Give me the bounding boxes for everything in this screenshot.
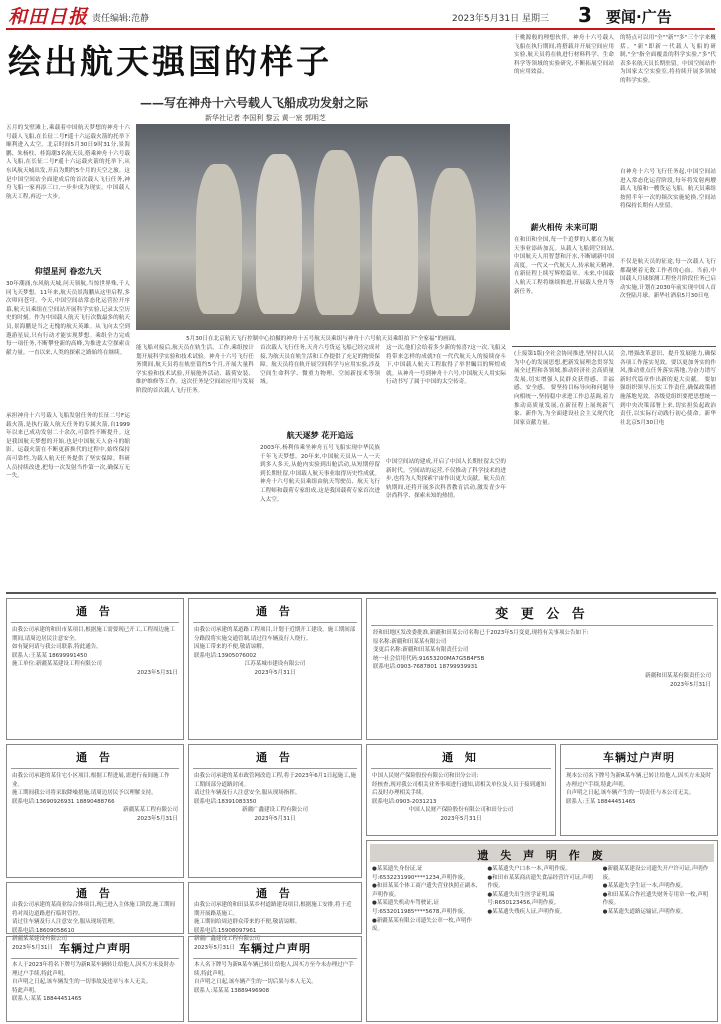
- photo-caption: 5月30日在北京航天飞行控制中心拍摄的神舟十五号航天员乘组与神舟十六号航天员乘组拍下“全家福”的画面。: [186, 336, 460, 342]
- notice-title: 车辆过户声明: [59, 942, 131, 955]
- notice-vehicle1: [560, 744, 718, 836]
- article-col6b: 自神舟十六号飞行任务起,中国空间站进入常态化运营阶段,每年将发射两艘载人飞船和一艘货运飞船。航天员乘组按照半年一次的频次实施轮换,空间站将保持长期有人驻留。: [620, 169, 716, 210]
- article-col1c: 承担神舟十六号载人飞船发射任务的长征二号F运载火箭,是执行载人航天任务的专属火箭,自1999年以来已成功发射二十余次,可靠性不断提升。这是我国航天梦想的开始,也是中国航天人奋斗的缩影。运载火箭在不断更新换代的过程中,始终保持高可靠性,为载人航天任务提供了坚实保障。科研人员持续改进,把每一次发射当作第一次,确保万无一失。: [6, 413, 130, 480]
- article-col5: 于桃源般的理想伙伴。神舟十六号载人飞船在执行期间,将搭载并开展空间应用实验,航天员将在轨进行材料科学、生命科学等领域的实验研究,不断拓展空间站的应用效益。: [514, 35, 614, 76]
- notice-top2: [188, 598, 362, 740]
- notice-body: 由我公司承建的某住宅小区项目,根据工程进展,需进行夜间施工作业。 施工期间我公司将采取降噪措施,请周边居民予以理解支持。 联系电话:13690926931 18890488766 新疆某某工程有限公司 2023年5月31日: [12, 773, 178, 822]
- article-headline: 绘出航天强国的样子: [8, 42, 332, 81]
- article-col4: 这一次,他们会给着多少新的惊喜?这一次,飞船又将带来怎样的成就?在一代代航天人的接续奋斗下,中国载人航天工程取得了举世瞩目的辉煌成就。从神舟一号到神舟十六号,中国航天人用实际行动书写了属于中国的太空传奇。: [386, 345, 506, 386]
- article-col2: 能飞船对接后,航天员在轨生活、工作,乘组按计划开展科学实验和技术试验。神舟十六号飞行任务期间,航天员将在轨驻留约5个月,开展大量科学实验和技术试验,开展舱外活动、载荷安装、维护维修等工作。这次任务是空间站应用与发展阶段的首次载人飞行任务。: [136, 345, 254, 394]
- article-divider: [512, 346, 716, 347]
- notice-title: 通 告: [256, 605, 294, 618]
- notice-body: 由我公司承建的和田县某乡村道路建设项目,根据施工安排,将于近期开展路基施工。 施工期间给周边群众带来的不便,敬请谅解。 联系电话:15908097961 新疆广鑫建设工程有限公司 2023年5月31日: [194, 902, 352, 951]
- notice-body: 由我公司承建的某市政管网改造工程,将于2023年6月1日起施工,施工期间部分道路封闭。 请过往车辆及行人注意安全,服从现场指挥。 联系电话:18391083350 新疆广鑫建设工程有限公司 2023年5月31日: [194, 773, 356, 822]
- notice-title: 通 告: [256, 887, 294, 900]
- section-title: 要闻·广告: [606, 8, 672, 26]
- notice-body: 由我公司承建的和田市某项目,根据施工需要现已开工,工程周边施工期间,请周边居民注意安全。 如有疑问请与我公司联系,特此通告。 联系人:王某某 18699991450 施工单位:新疆某某建设工程有限公司 2023年5月31日: [12, 627, 178, 676]
- notice-title: 遗 失 声 明 作 废: [477, 849, 607, 862]
- article-col1: 五月的戈壁滩上,乘载着中国航天梦想的神舟十六号载人飞船,在长征二号F遥十六运载火箭的托举下顺利进入太空。北京时间5月30日9时31分,景海鹏、朱杨柱、桂海潮3名航天员,搭乘神舟十六号载人飞船,在长征二号F遥十六运载火箭的托举下,从东风航天城出发,开启为期约5个月的天空之旅。这是中国空间站全面建成后的首次载人飞行任务,神舟飞船一家再添三口,一步步成为现实。中国载人航天工程,再迈一大步。: [6, 125, 130, 200]
- article-subtitle-1: 仰望星河 眷恋九天: [34, 267, 102, 276]
- notice-title: 通 告: [76, 887, 114, 900]
- article-col7: (上接第1版)全社会协同推进,坚持以人民为中心的发展思想,把新发展理念贯穿发展全过程和各领域,推动经济社会高质量发展,切实增强人民群众获得感、幸福感、安全感。 要坚持目标导向和问题导向相统一,坚持稳中求进工作总基调,着力推动高质量发展,在新征程上展现新气象、新作为,为全面建设社会主义现代化国家贡献力量。: [514, 351, 614, 426]
- lost-list: [367, 865, 717, 1017]
- notice-mid3: [366, 744, 556, 836]
- article-col6: 的特点可以用"全""新""多"三个字来概括。"新"即新一代载人飞船的研制,"全"指全面覆盖的科学实验,"多"代表多名航天员长期驻留。中国空间站作为国家太空实验室,将持续开展多领域的科学实验。: [620, 35, 716, 84]
- notice-mid2: [188, 744, 362, 878]
- article-byline: 新华社记者 李国利 黎云 黄一宸 郭明芝: [205, 114, 326, 122]
- notice-body: 现本公司名下牌号为新R某车辆,已转让给他人,因买方未及时办理过户手续,特此声明。 自声明之日起,该车辆产生的一切责任与本公司无关。 联系人:王某 18844451465: [566, 773, 711, 805]
- astronaut-photo: [136, 124, 510, 330]
- article-col6c: 不仅是航天员的征途,每一次载人飞行都凝聚着无数工作者的心血。当前,中国载人月球探测工程登月阶段任务已启动实施,计划在2030年前实现中国人首次登陆月球。新华社酒泉5月30日电: [620, 259, 716, 300]
- notice-title: 车辆过户声明: [603, 751, 675, 764]
- notice-vehicle3: [188, 936, 362, 1022]
- masthead: [0, 0, 721, 30]
- article-col3: 首次载人飞行任务,天舟六号货运飞船已经完成对接,为航天员在轨生活和工作提供了充足的物资保障。航天员将在轨开展空间科学与应用实验,涉及空间生命科学、微重力物理、空间新技术等领域。: [260, 345, 380, 386]
- article-subhead: ——写在神舟十六号载人飞船成功发射之际: [140, 96, 369, 110]
- notice-title: 车辆过户声明: [239, 942, 311, 955]
- notice-top1: [6, 598, 184, 740]
- article-col1b: 30年潮涌,东风航天城,问天领航,当惊世界殊,千人同飞天梦想。11年来,航天员景海鹏从这里启程,多次叩问苍穹。今天,中国空间站常态化运营拉开序幕,航天员乘组在空间站开展科学实验,记录太空历史的时刻。作为中国载人航天飞行次数最多的航天员,景海鹏是当之无愧的航天英雄。从飞向太空到遨游星辰,只有行动才能实现梦想。乘组全力完成每一项任务,不断攀登新的高峰,为推进太空探索贡献力量。一直以来,人类的探索之路始终在继续。: [6, 281, 130, 356]
- notice-title: 变 更 公 告: [495, 607, 589, 622]
- notice-title: 通 知: [442, 751, 480, 764]
- notice-change: [366, 598, 718, 740]
- notice-body: 由我公司承建的某道路工程项目,计划于近期开工建设。施工期间部分路段将实施交通管制,请过往车辆及行人绕行。 因施工带来的不便,敬请谅解。 联系电话:13905076002 江苏某城市建设有限公司 2023年5月31日: [194, 627, 356, 676]
- lost-col-1: ●某某遗失身份证,证号:6532231990****1234,声明作废。 ●和田某某个体工商户遗失营业执照正副本,声明作废。 ●某某遗失机动车驾驶证,证号:6532011985****5678,声明作废。 ●新疆某某有限公司遗失公章一枚,声明作废。: [372, 866, 478, 933]
- notice-body: 由我公司承建的某商业综合体项目,现已进入主体施工阶段,施工期间将对周边道路进行临时管控。 请过往车辆及行人注意安全,服从现场管理。 联系电话:18609058610 新疆某某建设有限公司 2023年5月31日: [12, 902, 175, 951]
- notice-title: 通 告: [256, 751, 294, 764]
- article-col4b: 中国空间站的建成,开启了中国人长期驻留太空的新时代。空间站的运营,不仅推动了科学技术的进步,也将为人类探索宇宙作出更大贡献。航天员在轨期间,还将开展多次科普教育活动,激发青少年崇尚科学、探索未知的热情。: [386, 459, 506, 500]
- notice-mid1: [6, 744, 184, 878]
- notice-title: 通 告: [76, 605, 114, 618]
- notice-body: 经和田地区发改委批准,新疆和田某公司名称已于2023年5月变更,现将有关事项公告如下: 原名称:新疆和田某某有限公司 变更后名称:新疆和田某某有限责任公司 统一社会信用代码:91653200MA7G5B4F5B 联系电话:0903-7687801 18799939931 新疆和田某某有限责任公司 2023年5月31日: [373, 630, 711, 688]
- notice-lost: [366, 840, 718, 1022]
- article-col8: 会,增强改革意识、提升发展能力,确保各项工作落实见效。要以更加务实的作风,推动重点任务落实落地,为奋力谱写新时代篇章作出新的更大贡献。 要加强组织领导,压实工作责任,确保政策措施落地见效。各级党组织要把思想统一到中央决策部署上来,切实担负起政治责任,以实际行动践行初心使命。新华社北京5月30日电: [620, 351, 716, 426]
- lost-col-2: ●某某遗失户口本一本,声明作废。 ●和田市某某商店遗失食品经营许可证,声明作废。 ●某某遗失出生医学证明,编号:R650123456,声明作废。 ●某某遗失残疾人证,声明作废。: [487, 866, 593, 915]
- notice-body: 本人于2023年将名下牌号为新R某车辆转让给他人,因买方未及时办理过户手续,特此声明。 自声明之日起,该车辆发生的一切事故及违章与本人无关。 特此声明。 联系人:某某 18844451465: [12, 962, 175, 1003]
- notice-body: 中国人民财产保险股份有限公司和田分公司: 经核查,现对我公司相关业务事项进行通知,请相关单位及人员于接到通知后及时办理相关手续。 联系电话:0903-2031213 中国人民财产保险股份有限公司和田分公司 2023年5月31日: [372, 773, 546, 822]
- lost-col-3: ●新疆某某建设公司遗失开户许可证,声明作废。 ●某某遗失学生证一本,声明作废。 ●和田某某合作社遗失财务专用章一枚,声明作废。 ●某某遗失道路运输证,声明作废。: [602, 866, 709, 915]
- notice-vehicle2: [6, 936, 184, 1022]
- newspaper-logo: 和田日报: [8, 6, 89, 28]
- issue-date: 2023年5月31日 星期三: [452, 14, 549, 24]
- editor-credit: 责任编辑:范静: [92, 14, 150, 24]
- page-number: 3: [578, 3, 592, 27]
- article-subtitle-2: 航天逐梦 花开追远: [286, 431, 354, 440]
- article-subtitle-3: 薪火相传 未来可期: [530, 223, 598, 232]
- ad-section-rule: [6, 592, 716, 594]
- notice-title: 通 告: [76, 751, 114, 764]
- article-col2b: 2003年,杨利伟乘坐神舟五号飞船实现中华民族千年飞天梦想。20年来,中国航天员从一人一天到多人多天,从舱内实验到出舱活动,从短期停留到长期驻留,中国载人航天事业取得历史性成就。神舟十六号航天员乘组由航天驾驶员、航天飞行工程师和载荷专家组成,这是我国载荷专家首次进入太空。: [260, 445, 380, 503]
- masthead-rule: [6, 28, 715, 30]
- article-col5b: 在和田和全国,每一个追梦的人都在为航天事业添砖加瓦。从载人飞船到空间站,中国航天人用智慧和汗水,不断刷新中国高度。一代又一代航天人,传承航天精神,在新征程上续写辉煌篇章。未来,中国载人航天工程将继续推进,开展载人登月等新任务。: [514, 237, 614, 295]
- notice-body: 本人名下牌号为新R某车辆已转让给他人,因买方至今未办理过户手续,特此声明。 自声明之日起,该车辆产生的一切后果与本人无关。 联系人:某某某 13889496908: [194, 962, 354, 994]
